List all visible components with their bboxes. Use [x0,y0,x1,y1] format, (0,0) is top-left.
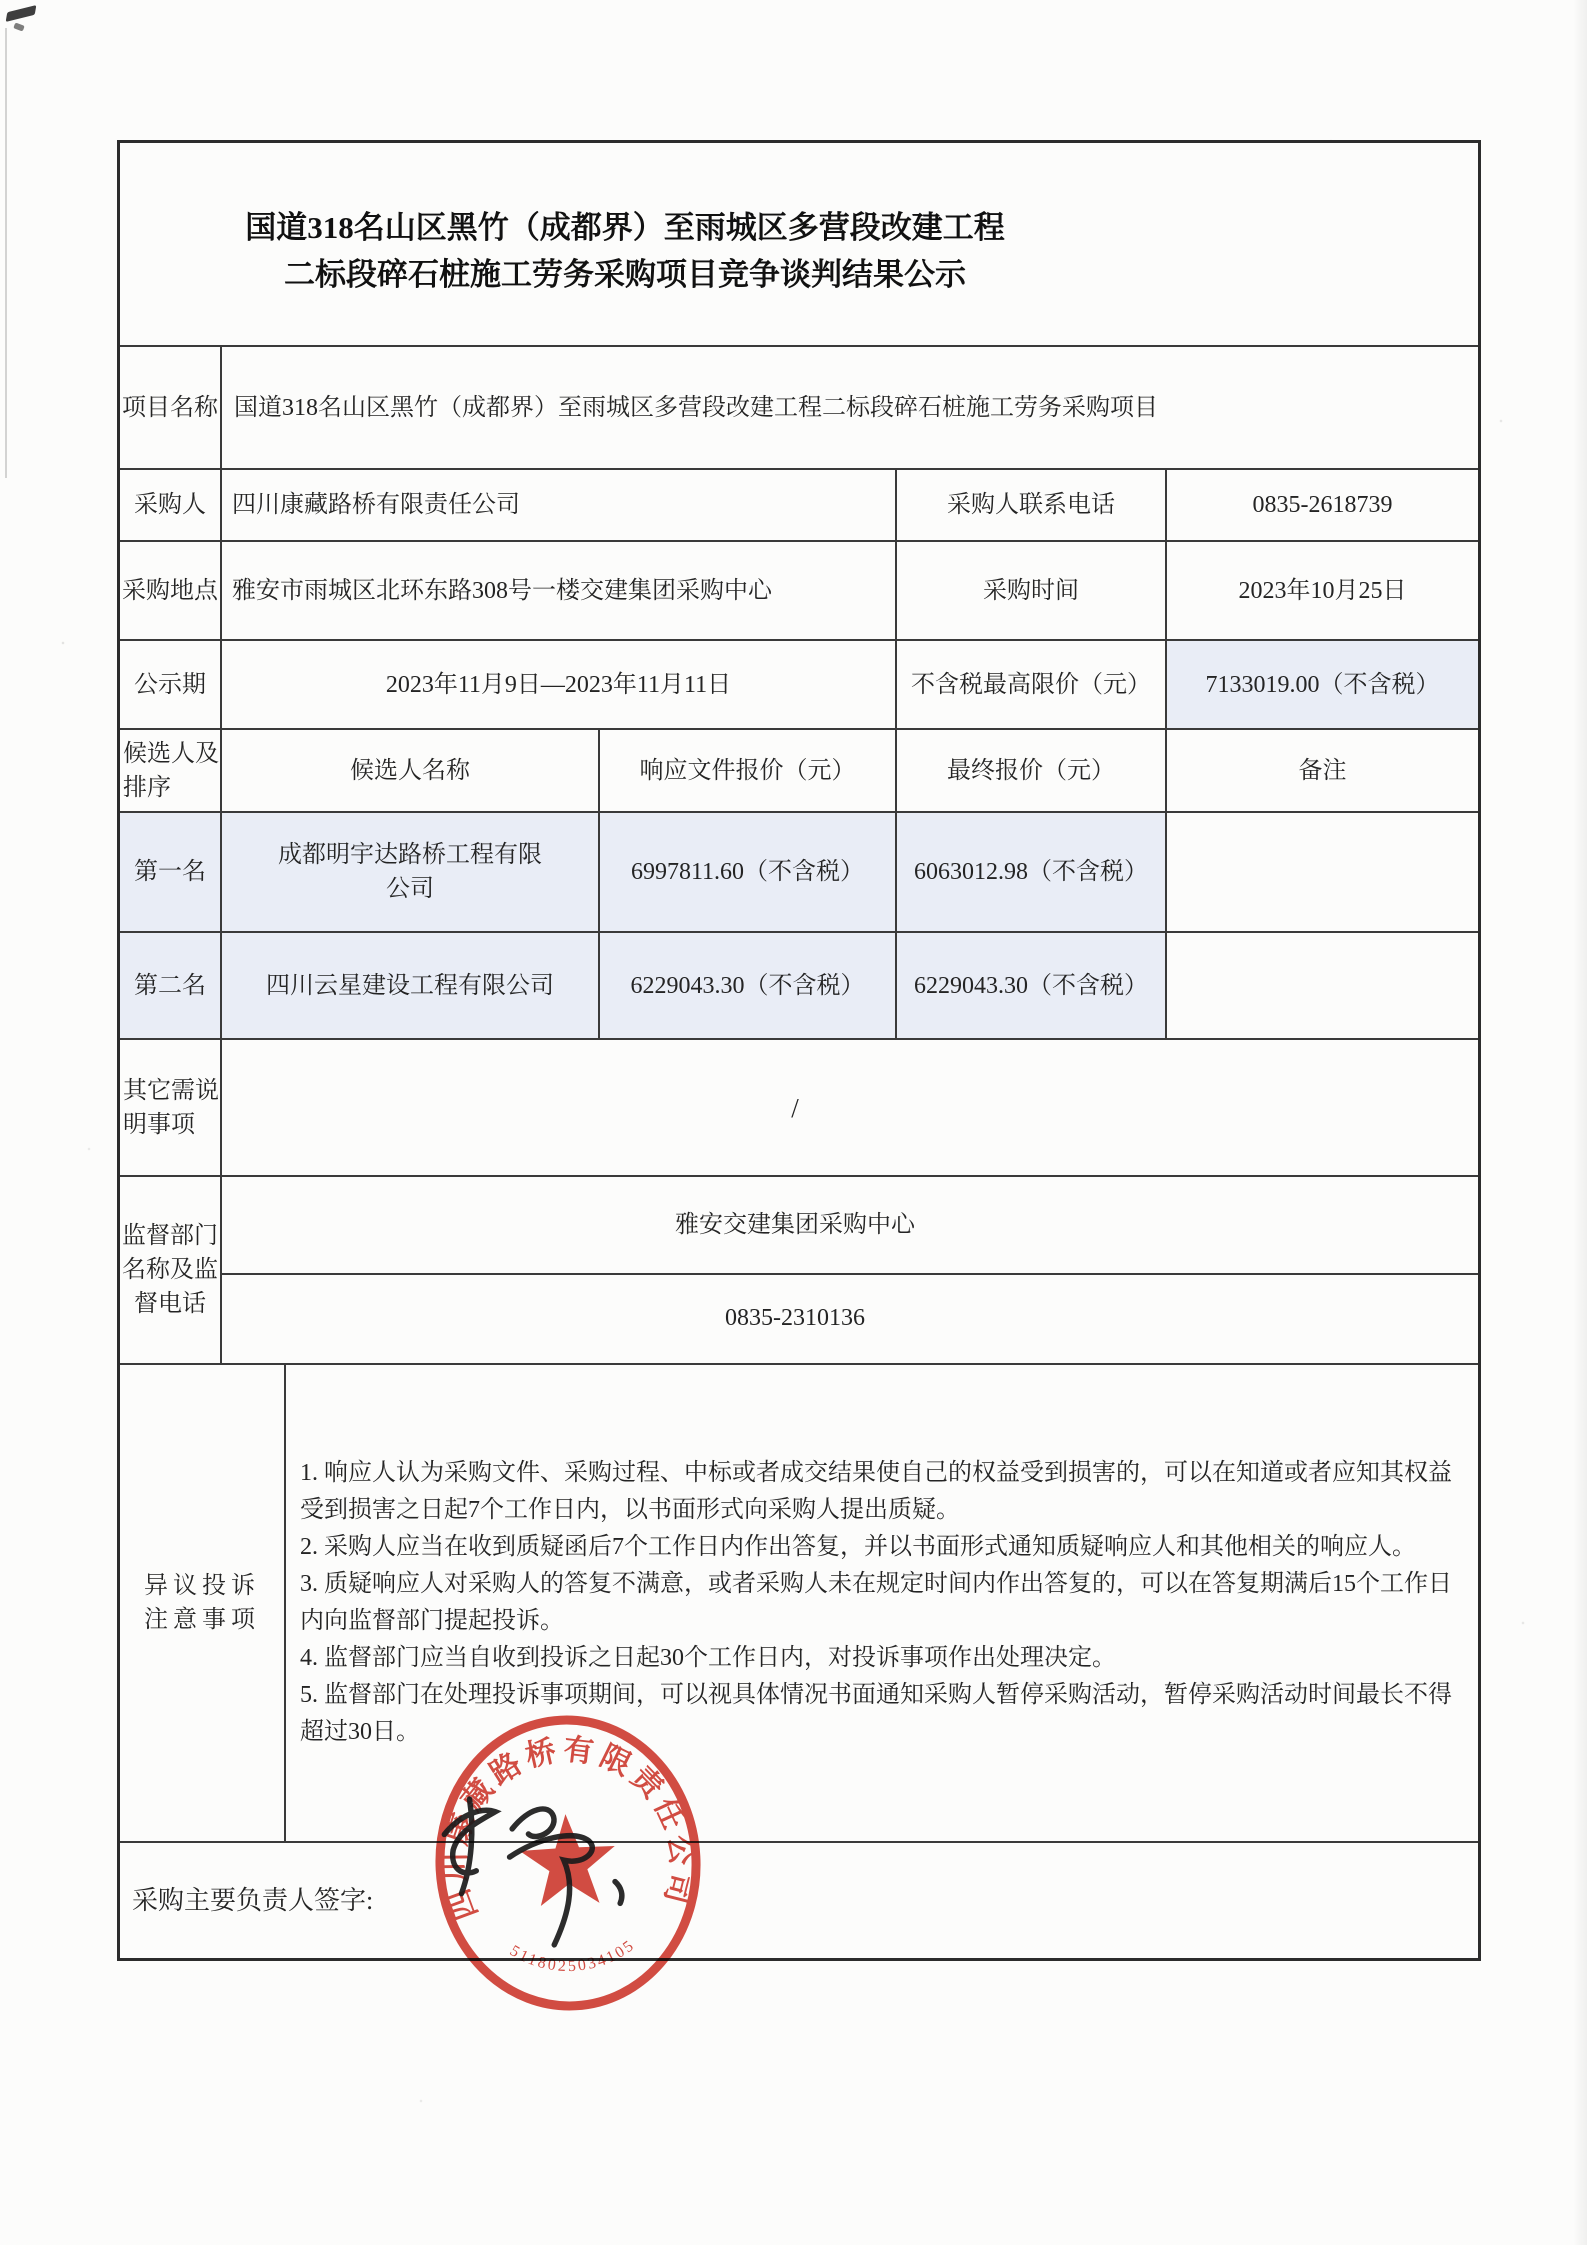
buyer-label: 采购人 [120,470,222,540]
candidate-2-final-price: 6229043.30（不含税） [897,933,1167,1038]
time-label: 采购时间 [897,542,1167,639]
document-title-line1: 国道318名山区黑竹（成都界）至雨城区多营段改建工程 [245,210,1005,245]
buyer-row [120,470,1478,542]
candidate-2-response-price: 6229043.30（不含税） [600,933,897,1038]
publicity-row [120,641,1478,730]
objection-item-2: 2. 采购人应当在收到质疑函后7个工作日内作出答复，并以书面形式通知质疑响应人和其他相关的响应人。 [300,1534,1416,1560]
candidate-1-remark [1167,813,1478,931]
objection-item-4: 4. 监督部门应当自收到投诉之日起30个工作日内，对投诉事项作出处理决定。 [300,1645,1116,1671]
candidate-1-name: 成都明宇达路桥工程有限公司 [222,813,600,931]
document-title [120,190,1130,298]
objection-item-3: 3. 质疑响应人对采购人的答复不满意，或者采购人未在规定时间内作出答复的，可以在答复期满后15个工作日内向监督部门提起投诉。 [300,1571,1452,1634]
supervision-values [222,1177,1478,1363]
location-label: 采购地点 [120,542,222,639]
candidates-header-row [120,730,1478,813]
candidate-row-1 [120,813,1478,933]
supervision-row [120,1177,1478,1365]
seal-number-text: 5118025034105 [506,1936,639,1976]
col-header-final-price: 最终报价（元） [897,730,1167,811]
signature-label: 采购主要负责人签字: [132,1885,374,1915]
col-header-remark: 备注 [1298,757,1347,784]
buyer-phone-label: 采购人联系电话 [897,470,1167,540]
candidate-1-final-price: 6063012.98（不含税） [897,813,1167,931]
project-name-row [120,347,1478,470]
supervision-name: 雅安交建集团采购中心 [222,1177,1478,1275]
scan-artifact-right-edge-shadow [1573,0,1587,2245]
candidate-2-remark [1167,933,1478,1038]
buyer-value: 四川康藏路桥有限责任公司 [222,470,897,540]
other-notes-label: 其它需说明事项 [120,1040,222,1175]
buyer-phone-value: 0835-2618739 [1252,492,1393,518]
col-header-response-price: 响应文件报价（元） [600,730,897,811]
objection-label: 异议投诉注意事项 [120,1365,286,1841]
scan-artifact-speckles [0,0,2,2]
location-value: 雅安市雨城区北环东路308号一楼交建集团采购中心 [222,542,897,639]
other-notes-row [120,1040,1478,1177]
scan-artifact-corner-mark-small [13,22,24,31]
candidate-2-name: 四川云星建设工程有限公司 [222,933,600,1038]
seal-company-text: 四川康藏路桥有限责任公司 [438,1732,699,1925]
publicity-value: 2023年11月9日—2023年11月11日 [222,641,897,728]
signature-row [120,1843,1478,1958]
document-title-line2: 二标段碎石桩施工劳务采购项目竞争谈判结果公示 [284,257,966,292]
candidate-1-rank: 第一名 [120,813,222,931]
col-header-name: 候选人名称 [222,730,600,811]
supervision-phone: 0835-2310136 [725,1305,865,1331]
scan-artifact-corner-mark [6,5,37,22]
objection-row [120,1365,1478,1843]
candidate-row-2 [120,933,1478,1040]
other-notes-value: / [791,1092,799,1123]
company-seal [410,1690,727,2035]
project-name-value: 国道318名山区黑竹（成都界）至雨城区多营段改建工程二标段碎石桩施工劳务采购项目 [234,394,1158,421]
location-row [120,542,1478,641]
announcement-table [117,140,1481,1961]
candidate-2-rank: 第二名 [120,933,222,1038]
company-seal-svg [410,1690,727,2035]
maxprice-label: 不含税最高限价（元） [897,641,1167,728]
candidate-1-response-price: 6997811.60（不含税） [600,813,897,931]
maxprice-value: 7133019.00（不含税） [1167,641,1478,728]
supervision-label: 监督部门名称及监督电话 [120,1177,222,1363]
title-row [120,143,1478,347]
scan-artifact-left-edge-line [5,28,7,478]
publicity-label: 公示期 [120,641,222,728]
candidates-section-label: 候选人及排序 [120,730,222,811]
objection-item-1: 1. 响应人认为采购文件、采购过程、中标或者成交结果使自己的权益受到损害的，可以在知道或者应知其权益受到损害之日起7个工作日内，以书面形式向采购人提出质疑。 [300,1460,1452,1523]
project-name-label: 项目名称 [120,347,222,468]
objection-item-5: 5. 监督部门在处理投诉事项期间，可以视具体情况书面通知采购人暂停采购活动，暂停采购活动时间最长不得超过30日。 [300,1682,1452,1745]
handwritten-signature [443,1791,625,1950]
time-value: 2023年10月25日 [1238,577,1407,604]
